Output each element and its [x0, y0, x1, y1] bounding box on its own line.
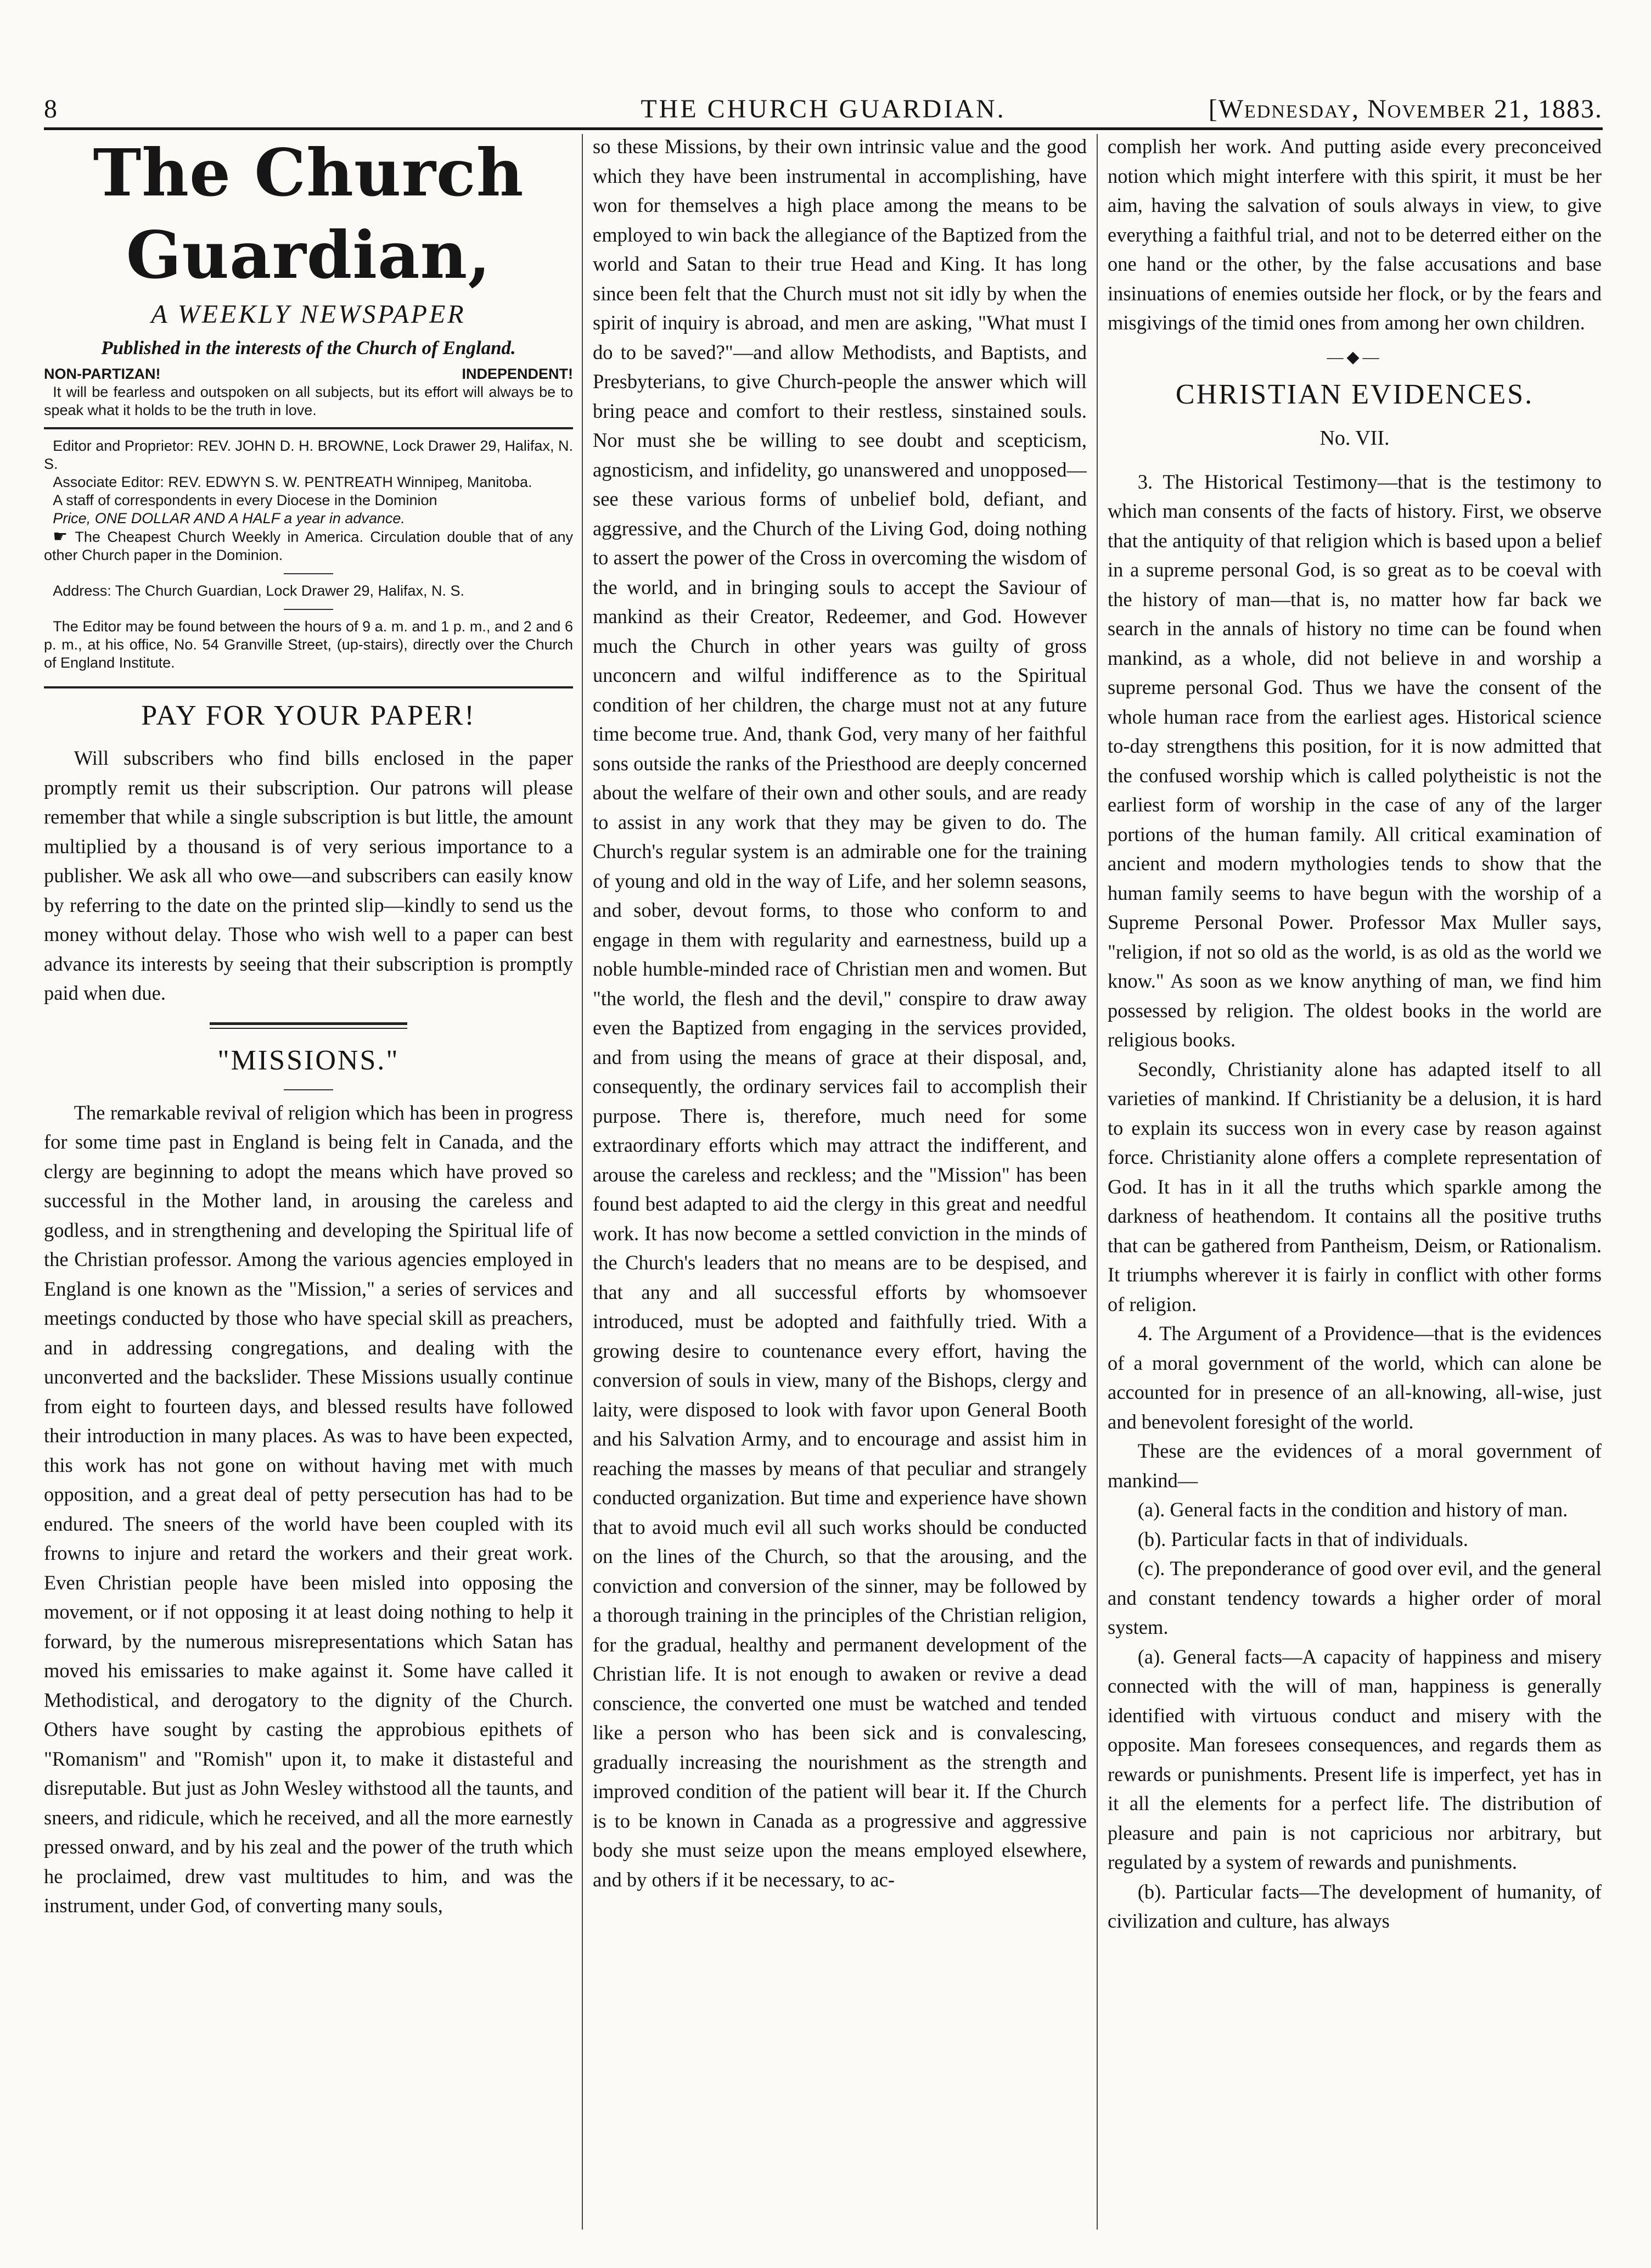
column-3 — [1108, 132, 1602, 2230]
pay-heading: PAY FOR YOUR PAPER! — [141, 700, 476, 731]
page-header — [44, 92, 1603, 130]
divider — [284, 573, 333, 574]
issue-date: [Wednesday, November 21, 1883. — [1208, 94, 1603, 124]
evidences-paragraph: 4. The Argument of a Providence—that is the evidences of a moral government of the world, which can alone be accounted for in presence of an all-knowing, all-wise, just and benevolent foresight of the world. — [1108, 1322, 1602, 1433]
missions-text-part-1: The remarkable revival of religion which has been in progress for some time past in England is being felt in Canada, and the clergy are beginning to adopt the means which have proved so successful in the Mother land, in arousing the careless and godless, and in strengthening and developing the Spiritual life of the Christian professor. Among the various agencies employed in England is one known as the "Mission," a series of services and meetings conducted by those who have special skill as preachers, and in addressing congregations, and dealing with the unconverted and the backslider. These Missions usually continue from eight to fourteen days, and blessed results have followed their introduction in many places. As was to have been expected, this work has not gone on without having met with much opposition, and a great deal of petty persecution has had to be endured. The sneers of the world have been coupled with its frowns to injure and retard the workers and their great work. Even Christian people have been misled into opposing the movement, or if not opposing it at least doing nothing to help it forward, by the numerous misrepresentations which Satan has moved his emissaries to make against it. Some have called it Methodistical, and derogatory to the dignity of the Church. Others have sought by casting the approbious epithets of "Romanism" and "Romish" upon it, to make it distasteful and disreputable. But just as John Wesley withstood all the taunts, and sneers, and ridicule, which he received, and all the more earnestly pressed onward, and by his zeal and the power of the truth which he proclaimed, drew vast multitudes to him, and was the instrument, under God, of converting many souls, — [44, 1101, 573, 1917]
masthead-slogans — [44, 365, 573, 383]
evidences-paragraph: 3. The Historical Testimony—that is the testimony to which man consents of the facts of history. First, we observe that the antiquity of that religion which is based upon a belief in a supreme personal God, is so great as to be coeval with the history of man—that is, no matter how far back we search in the annals of history no time can be found when mankind, as a whole, did not believe in and worship a supreme personal God. Thus we have the consent of the whole human race from the earliest ages. Historical science to-day strengthens this position, for it is now admitted that the confused worship which is called polytheistic is not the earliest form of worship in the case of any of the larger portions of the human family. All critical examination of ancient and modern mythologies tends to show that the human family seems to have begun with the worship of a Supreme Personal Power. Professor Max Muller says, "religion, if not so old as the world, is as old as the world we know." As soon as we know anything of man, we find him possessed by religion. The oldest books in the world are religious books. — [1108, 470, 1602, 1051]
page-number: 8 — [44, 94, 58, 124]
evidences-paragraph: (b). Particular facts in that of individuals. — [1137, 1527, 1468, 1550]
divider — [284, 609, 333, 610]
ornament-divider: —◆— — [1327, 348, 1383, 366]
cheapest-text: The Cheapest Church Weekly in America. Circulation double that of any other Church paper in the Dominion. — [44, 529, 573, 563]
associate-editor-line: Associate Editor: REV. EDWYN S. W. PENTREATH Winnipeg, Manitoba. — [53, 474, 532, 490]
motto: It will be fearless and outspoken on all subjects, but its effort will always be to speak what it holds to be the truth in love. — [44, 384, 573, 418]
column-rule — [582, 134, 583, 2230]
evidences-paragraph: These are the evidences of a moral government of mankind— — [1108, 1440, 1602, 1492]
evidences-heading: CHRISTIAN EVIDENCES. — [1175, 378, 1534, 410]
paper-title: THE CHURCH GUARDIAN. — [641, 94, 1006, 124]
editor-line: Editor and Proprietor: REV. JOHN D. H. BROWNE, Lock Drawer 29, Halifax, N. S. — [44, 438, 573, 472]
column-1 — [44, 132, 573, 2230]
evidences-paragraph: (b). Particular facts—The development of humanity, of civilization and culture, has always — [1108, 1880, 1602, 1932]
divider — [284, 1089, 333, 1090]
divider — [210, 1022, 407, 1029]
missions-heading: "MISSIONS." — [217, 1044, 400, 1076]
office-hours-line: The Editor may be found between the hours of 9 a. m. and 1 p. m., and 2 and 6 p. m., at his office, No. 54 Granville Street, (up-stairs), directly over the Church of England Institute. — [44, 618, 573, 671]
masthead — [44, 132, 573, 672]
pointing-hand-icon: ☛ — [53, 528, 75, 546]
divider — [44, 686, 573, 688]
address-line: Address: The Church Guardian, Lock Drawer 29, Halifax, N. S. — [53, 583, 465, 599]
masthead-published: Published in the interests of the Church of England. — [101, 337, 516, 359]
evidences-paragraph: Secondly, Christianity alone has adapted itself to all varieties of mankind. If Christianity be a delusion, it is hard to explain its success won in every case by reason against force. Christianity alone offers a complete representation of God. It has in it all the truths which sparkle among the darkness of heathendom. It contains all the positive truths that can be gathered from Pantheism, Deism, or Rationalism. It triumphs wherever it is fairly in conflict with other forms of religion. — [1108, 1057, 1602, 1315]
staff-line: A staff of correspondents in every Diocese in the Dominion — [53, 492, 437, 508]
masthead-title: The Church Guardian, — [93, 135, 524, 293]
non-partizan-label: NON-PARTIZAN! — [44, 366, 161, 382]
pay-body: Will subscribers who find bills enclosed in the paper promptly remit us their subscription. Our patrons will please remember that while a single subscription is but little, the amount multiplied by a thousand is of very serious importance to a publisher. We ask all who owe—and subscribers can easily know by referring to the date on the printed slip—kindly to send us the money without delay. Those who wish well to a paper can best advance its interests by seeing that their subscription is promptly paid when due. — [44, 747, 573, 1004]
evidences-paragraph: (a). General facts—A capacity of happiness and misery connected with the will of man, happiness is generally identified with virtuous conduct and misery with the opposite. Man foresees consequences, and regards them as rewards or punishments. Present life is imperfect, yet has in it all the elements for a perfect life. The distribution of pleasure and pain is not capricious nor arbitrary, but regulated by a system of rewards and punishments. — [1108, 1645, 1602, 1873]
price-line: Price, ONE DOLLAR AND A HALF a year in advance. — [53, 510, 405, 527]
independent-label: INDEPENDENT! — [462, 366, 573, 382]
evidences-paragraph: (c). The preponderance of good over evil, and the general and constant tendency towards a higher order of moral system. — [1108, 1557, 1602, 1638]
evidences-paragraph: (a). General facts in the condition and history of man. — [1137, 1498, 1568, 1521]
missions-text-part-3: complish her work. And putting aside every preconceived notion which might interfere with this spirit, it must be her aim, having the salvation of souls always in view, to give everything a faithful trial, and not to be deterred either on the one hand or the other, by the false accusations and base insinuations of enemies outside her flock, or by the fears and misgivings of the timid ones from among her own children. — [1108, 135, 1602, 334]
masthead-notices — [44, 383, 573, 672]
missions-text-part-2: so these Missions, by their own intrinsic value and the good which they have been instrumental in accomplishing, have won for themselves a high place among the means to be employed to win back the allegiance of the Baptized from the world and Satan to their true Head and King. It has long since been felt that the Church must not sit idly by when the spirit of inquiry is abroad, and men are asking, "What must I do to be saved?"—and allow Methodists, and Baptists, and Presbyterians, to give Church-people the answer which will bring peace and comfort to their restless, sinstained souls. Nor must she be willing to see doubt and scepticism, agnosticism, and infidelity, go unanswered and unopposed—see these various forms of unbelief bold, defiant, and aggressive, and the Church of the Living God, doing nothing to assert the power of the Cross in overcoming the wisdom of the world, and in bringing souls to accept the Saviour of mankind as their Creator, Redeemer, and God. However much the Church in other years was guilty of gross unconcern and wilful indifference as to the Spiritual condition of her children, the charge must not at any future time become true. And, thank God, very many of her faithful sons outside the ranks of the Priesthood are deeply concerned about the welfare of their own and other souls, and are ready to assist in any work that they may be given to do. The Church's regular system is an admirable one for the training of young and old in the way of Life, and her solemn seasons, and sober, devout forms, to those who conform to and engage in them with regularity and earnestness, build up a noble humble-minded race of Christian men and women. But "the world, the flesh and the devil," conspire to draw away even the Baptized from engaging in the services provided, and from using the means of grace at their disposal, and, consequently, the ordinary services fail to accomplish their purpose. There is, therefore, much need for some extraordinary efforts which may attract the indifferent, and arouse the careless and reckless; and the "Mission" has been found best adapted to aid the clergy in this great and needful work. It has now become a settled conviction in the minds of the Church's leaders that no means are to be despised, and that any and all successful efforts by whomsoever introduced, must be adopted and faithfully tried. With a growing desire to countenance every effort, having the conversion of souls in view, many of the Bishops, clergy and laity, were disposed to look with favor upon General Booth and his Salvation Army, and to encourage and assist him in reaching the masses by means of that peculiar and strangely conducted organization. But time and experience have shown that to avoid much evil all such works should be conducted on the lines of the Church, so that the arousing, and the conviction and conversion of the sinner, may be followed by a thorough training in the principles of the Christian religion, for the gradual, healthy and permanent development of the Christian life. It is not enough to awaken or revive a dead conscience, the converted one must be watched and tended like a person who has been sick and is convalescing, gradually increasing the nourishment as the strength and improved condition of the patient will bear it. If the Church is to be known in Canada as a progressive and aggressive body she must seize upon the means employed elsewhere, and by others if it be necessary, to ac- — [593, 135, 1087, 1891]
evidences-number: No. VII. — [1319, 426, 1390, 450]
divider — [44, 427, 573, 429]
column-rule — [1097, 134, 1098, 2230]
cheapest-line — [44, 528, 573, 564]
masthead-subtitle: A WEEKLY NEWSPAPER — [151, 300, 466, 329]
column-2 — [593, 132, 1087, 2230]
